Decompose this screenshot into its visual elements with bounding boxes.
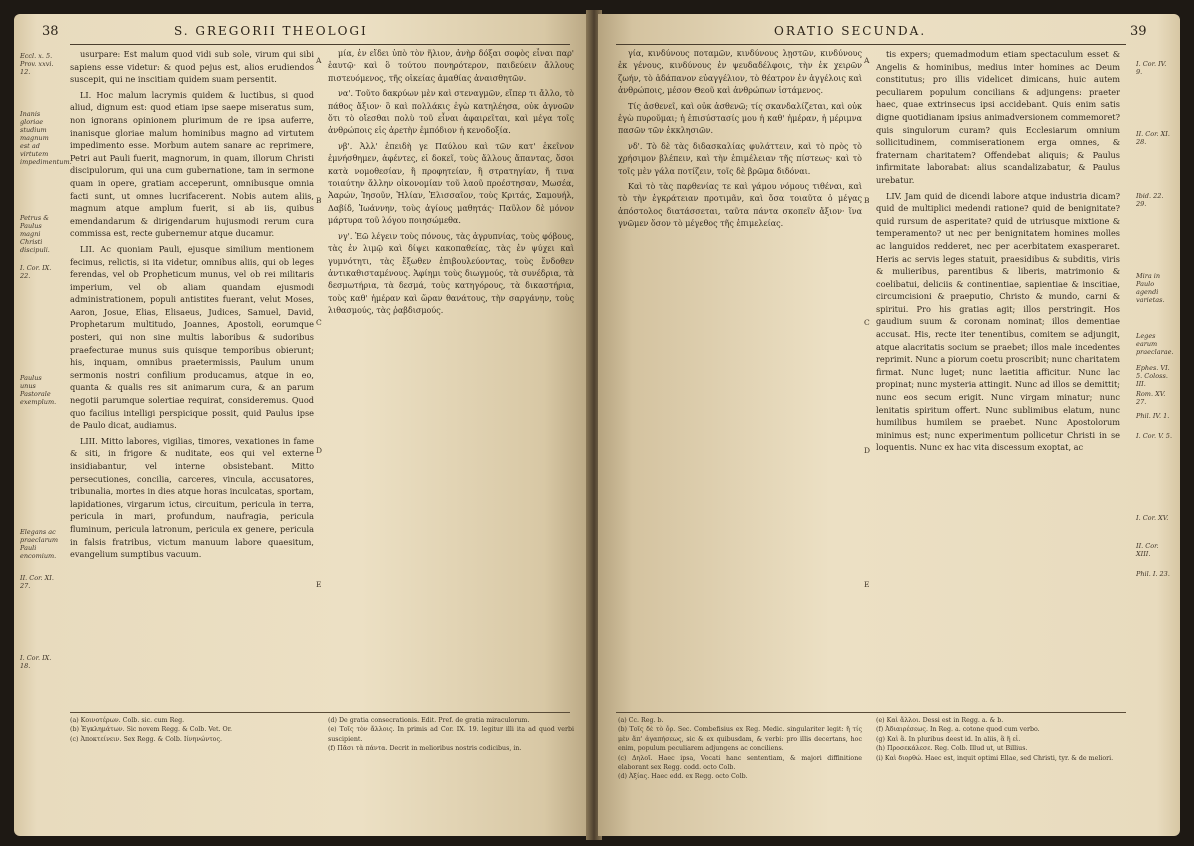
margin-note: Mira in Paulo agendi varietas. <box>1136 272 1165 304</box>
latin-paragraph: LI. Hoc malum lacrymis quidem & luctibus, si quod aliud, dignum est: quod etiam ipse saepe miseratus sum, non ignorans opinionem plurimum de re ipsa auferre, inanisque gloriae malum hominibus magno ad virtutem impedimento esse. Morbum autem sanare ac reprimere, Petri aut Pauli fuerit, magnorum, in quam, illorum Christi discipulorum, qui una cum gubernatione, tam in sermone quam in opere, gratiam acceperunt, omnibusque omnia facti sunt, ut omnes lucrifacerent. Nobis autem aliis, magnum atque amplum fuerit, si ab iis, quibus emendandarum & dirigendarum hujusmodi rerum cura commissa est, recte gubernemur atque ducamur. <box>70 89 314 239</box>
footnote: (a) Cc. Reg. b. <box>618 717 664 724</box>
greek-paragraph: Τίς ἀσθενεῖ, καὶ οὐκ ἀσθενῶ; τίς σκανδαλίζεται, καὶ οὐκ ἐγὼ πυροῦμαι; ἡ ἐπισύστασίς μου ἡ καθ' ἡμέραν, ἡ μέριμνα πασῶν τῶν ἐκκλησιῶν. <box>618 101 862 136</box>
footnote: (c) Ἀποκτείνειν. Sex Regg. & Colb. Ιίνηνώντος. <box>70 735 222 743</box>
margin-note: II. Cor. XI. 27. <box>20 574 54 590</box>
right-page: ORATIO SECUNDA. 39 γία, κινδύνους ποταμῶν, κινδύνους λῃστῶν, κινδύνους ἐκ γένους, κινδύνους ἐν ψευδαδέλφοις, τὴν ἐκ χειρῶν ζωήν, τὸ ἀδάπανον εὐαγγέλιον, τὸ θέατρον ἐν ἀγγέλοις καὶ ἀνθρώποις, μέσον Θεοῦ καὶ ἀνθρώπων ἱστάμενος. Τίς ἀσθενεῖ, καὶ οὐκ ἀσθενῶ; τίς σκανδαλίζεται, καὶ οὐκ ἐγὼ πυροῦμαι; ἡ ἐπισύστασίς μου ἡ καθ' ἡμέραν, ἡ μέριμνα πασῶν τῶν ἐκκλησιῶν. νδ'. Τὸ δὲ τὰς διδασκαλίας φυλάττειν, καὶ τὸ πρὸς τὸ χρήσιμον βλέπειν, καὶ τὴν ἐπιμέλειαν τῆς πίστεως· καὶ τὸ τοῖς μὲν γάλα ποτίζειν, τοῖς δὲ βρῶμα διδόναι. Καὶ τὸ τὰς παρθενίας τε καὶ γάμου νόμους τιθέναι, καὶ τὸ τὴν ἐγκράτειαν προτιμᾶν, καὶ ὅσα τοιαῦτα ὁ μέγας ἀπόστολος διατάσσεται, ταῦτα πάντα σκοπεῖν ἄξιον· ἵνα γνῶμεν ὅσον τὸ μέγεθος τῆς ἐπιμελείας. A B C D E tis expers; quemadmodum etiam spectaculum esset & Angelis & hominibus, medius inter homines ac Deum constitutus; pro illis videlicet dimicans, huic autem peculiarem populum concilians & adjungens: praeter haec, quae extrinsecus ipsi accidebant. Quis enim satis digne quotidianam ipsius animadversionem commemoret? quis singulorum curam? quis Ecclesiarum omnium sollicitudinem, commiserationem erga omnes, & fraternam charitatem? Offendebat aliquis; & Paulus infirmitate laborabat: alius scandalizabatur, & Paulus urebatur. LIV. Jam quid de dicendi labore atque industria dicam? quid de multiplici medendi ratione? quid de benignitate? quid rursum de asperitate? quid de utriusque mixtione & temperamento? ut nec per benignitatem homines molles ac languidos redderet, nec per acerbitatem exasperaret. Heris ac servis leges statuit, praesidibus & subditis, viris & mulieribus, parentibus & liberis, matrimonio & coelibatui, deliciis & continentiae, sapientiae & inscitiae, circumcisioni & praeputio, Christo & mundo, carni & spiritui. Pro his gratias agit; illos perstringit. Hos gaudium suum & coronam nominat; illos dementiae accusat. His, recte iter tenentibus, comitem se adjungit, atque alacritatis socium se praebet; illos male incedentes reprimit. Nunc a piorum coetu proscribit; nunc charitatem firmat. Nunc luget; nunc laetitia afficitur. Nunc lac propinat; nunc mysteria attingit. Nunc ad illos se demittit; nunc eos secum erigit. Nunc virgam minatur; nunc lenitatis spiritum offert. Nunc sublimibus elatum, nunc humilibus humilem se praebet. Nunc Apostolorum minimus est; nunc experimentum pollicetur Christi in se loquentis. Nunc ex hac vita discessum exoptat, ac I. Cor. IV. 9. II. Cor. XI. 28. Ibid. 22. 29. Mira in Paulo agendi varietas. Leges earum praeclarae. Ephes. VI. 5. Coloss. III. Rom. XV. 27. Phil. IV. 1. I. Cor. V. 5. I. Cor. XV. II. Cor. XIII. Phil. I. 23. (a) Cc. Reg. b. (b) Τοῖς δὲ τὸ ὄρ. Sec. Combefisius ex Reg. Medic. singulariter legit: ἢ τίς μὲν ἄπ' ἀγαπήσεως, sic & ex quibusdam, & verbi: pro illis decertans, hoc enim, populum peculiarem adjungens ac conciliens. (c) Δηλοῖ. Haec ipsa, Vocati hanc sententiam, & majori diffinitione elaborant sex Regg. codd. octo Colb. (d) Ἀξίας. Haec edd. ex Regg. octo Colb. (e) Καὶ ἄλλοι. Dessi est in Regg. a. & b. (f) Ἀδιαιρέσεως. In Reg. a. cotone quod cum verbo. (g) Καὶ ἃ. In pluribus deest id. In aliis, ἃ ἢ εἰ. (h) Προσεκάλεσε. Reg. Colb. Illud ut, ut Billius. (i) Καὶ διορθώ. Haec est, inquit optimi Ellae, sed Christi, tyr. & de meliori. <box>598 14 1180 836</box>
footnotes-left-b <box>328 716 574 832</box>
left-page: 38 S. GREGORII THEOLOGI Eccl. x. 5. Prov. xxvi. 12. Inanis gloriae studium magnum est ad virtutem impedimentum. Petrus & Paulus magni Christi discipuli. I. Cor. IX. 22. Paulus unus Pastorale exemplum. Elegans ac praeclarum Pauli encomium. II. Cor. XI. 27. I. Cor. IX. 18. usurpare: Est malum quod vidi sub sole, virum qui sibi sapiens esse videtur: & quod pejus est, alios erudiendos suscepit, qui ne inscitiam quidem suam persentit. LI. Hoc malum lacrymis quidem & luctibus, si quod aliud, dignum est: quod etiam ipse saepe miseratus sum, non ignorans opinionem plurimum de re ipsa auferre, inanisque gloriae malum hominibus magno ad virtutem impedimento esse. Morbum autem sanare ac reprimere, Petri aut Pauli fuerit, magnorum, in quam, illorum Christi discipulorum, qui una cum gubernatione, tam in sermone quam in opere, gratiam acceperunt, omnibusque omnia facti sunt, ut omnes lucrifacerent. Nobis autem aliis, magnum atque amplum fuerit, si ab iis, quibus emendandarum & dirigendarum hujusmodi rerum cura commissa est, recte gubernemur atque ducamur. LII. Ac quoniam Pauli, ejusque similium mentionem fecimus, relictis, si ita videtur, omnibus aliis, qui ob leges ferendas, vel ob Propheticum munus, vel ob rei militaris imperium, vel ob aliam quandam ejusmodi administrationem, populi antistites fuerant, velut Moses, Aaron, Josue, Elias, Elisaeus, Judices, Samuel, David, Prophetarum multitudo, Joannes, Apostoli, eorumque posteri, qui non sine multis laboribus & sudoribus praefecturae munus suis quisque temporibus obierunt; his, inquam, omnibus praetermissis, Paulum unum sermonis nostri confilium producamus, atque in eo, quanta & qualis res sit animarum cura, & an parum negotii parumque solertiae requirat, consideremus. Quod quo facilius intelligi perspicique possit, quid Paulus ipse de Paulo dicat, audiamus. LIII. Mitto labores, vigilias, timores, vexationes in fame & siti, in frigore & nuditate, eos qui vel externe insidiabantur, vel interne obsistebant. Mitto persecutiones, concilia, carceres, vincula, accusatores, tribunalia, mortes in dies atque horas inculcatas, sportam, lapidationes, virgarum ictus, circuitum, pericula in terra, pericula in mari, profundum, naufragia, pericula fluminum, pericula latronum, pericula ex genere, pericula in falsis fratribus, victum manuum labore quaesitum, evangelium sumptibus vacuum. A B C D E μία, ἐν εἴδει ὑπὸ τὸν ἥλιον, ἀνὴρ δόξαι σοφὸς εἶναι παρ' ἑαυτῷ· καὶ ὃ τούτου πονηρότερον, παιδεύειν ἄλλους πιστευόμενος, τῆς οἰκείας ἀμαθίας ἀναισθητῶν. να'. Τοῦτο δακρύων μὲν καὶ στεναγμῶν, εἴπερ τι ἄλλο, τὸ πάθος ἄξιον· ὃ καὶ πολλάκις ἐγὼ κατηλέησα, οὐκ ἀγνοῶν ὅτι τὸ οἴεσθαι πολὺ τοῦ εἶναι ἀφαιρεῖται, καὶ μέγα τοῖς ἀνθρώποις εἰς ἀρετὴν ἐμπόδιον ἡ κενοδοξία. νβ'. Ἀλλ' ἐπειδὴ γε Παύλου καὶ τῶν κατ' ἐκεῖνον ἐμνήσθημεν, ἀφέντες, εἰ δοκεῖ, τοὺς ἄλλους ἅπαντας, ὅσοι κατὰ νομοθεσίαν, ἢ προφητείαν, ἢ στρατηγίαν, ἤ τινα τοιαύτην ἄλλην οἰκονομίαν τοῦ λαοῦ προέστησαν, Μωσέα, Ἀαρών, Ἰησοῦν, Ἠλίαν, Ἐλισσαῖον, τοὺς Κριτάς, Σαμουήλ, Δαβίδ, Ἰωάννην, τοὺς ἁγίους μαθητάς· Παῦλον δὲ μόνον μάρτυρα τοῦ λόγου ποιησώμεθα. νγ'. Ἐῶ λέγειν τοὺς πόνους, τὰς ἀγρυπνίας, τοὺς φόβους, τὰς ἐν λιμῷ καὶ δίψει κακοπαθείας, τὰς ἐν ψύχει καὶ γυμνότητι, τὰς ἔξωθεν ἐπιβουλεύοντας, τοὺς ἔνδοθεν ἀντικαθισταμένους. Ἀφίημι τοὺς διωγμούς, τὰ συνέδρια, τὰ δεσμωτήρια, τὰ δεσμά, τοὺς κατηγόρους, τὰ δικαστήρια, τοὺς καθ' ἡμέραν καὶ ὥραν θανάτους, τὴν σαργάνην, τοὺς λιθασμούς, τὰς ῥαβδισμούς. (a) Κοινοτέρων. Colb. sic. cum Reg. (b) Ἐγκλημάτων. Sic novem Regg. & Colb. Vet. Or. (c) Ἀποκτείνειν. Sex Regg. & Colb. Ιίνηνώντος. (d) De gratia consecrationis. Edit. Pref. de gratia miraculorum. (e) Τοῖς τὸν ἄλλοις. In primis ad Cor. IX. 19. legitur illi ita ad quod verbi suscipient. (f) Πᾶσι τὰ πάντα. Decrit in melioribus nostris codicibus, in. <box>14 14 590 836</box>
footnote-rule <box>70 712 570 713</box>
footnote: (b) Ἐγκλημάτων. Sic novem Regg. & Colb. Vet. Or. <box>70 726 233 734</box>
margin-note: Phil. IV. 1. <box>1136 412 1170 420</box>
margin-note: II. Cor. XIII. <box>1136 542 1159 558</box>
margin-note: Elegans ac praeclarum Pauli encomium. <box>20 528 59 560</box>
footnote: (d) Ἀξίας. Haec edd. ex Regg. octo Colb. <box>618 773 748 781</box>
margin-note: I. Cor. V. 5. <box>1136 432 1173 440</box>
greek-paragraph: νγ'. Ἐῶ λέγειν τοὺς πόνους, τὰς ἀγρυπνίας, τοὺς φόβους, τὰς ἐν λιμῷ καὶ δίψει κακοπαθείας, τὰς ἐν ψύχει καὶ γυμνότητι, τὰς ἔξωθεν ἐπιβουλεύοντας, τοὺς ἔνδοθεν ἀντικαθισταμένους. Ἀφίημι τοὺς διωγμούς, τὰ συνέδρια, τὰ δεσμωτήρια, τὰ δεσμά, τοὺς κατηγόρους, τὰ δικαστήρια, τοὺς καθ' ἡμέραν καὶ ὥραν θανάτους, τὴν σαργάνην, τοὺς λιθασμούς, τὰς ῥαβδισμούς. <box>328 231 574 316</box>
margin-note: Leges earum praeclarae. <box>1136 332 1174 356</box>
footnote: (e) Καὶ ἄλλοι. Dessi est in Regg. a. & b. <box>876 717 1004 724</box>
margin-note: I. Cor. IX. 18. <box>20 654 52 670</box>
margin-note: Ephes. VI. 5. Coloss. III. <box>1136 364 1170 388</box>
page-number-right: 39 <box>1130 24 1147 39</box>
greek-paragraph: γία, κινδύνους ποταμῶν, κινδύνους λῃστῶν, κινδύνους ἐκ γένους, κινδύνους ἐν ψευδαδέλφοις, τὴν ἐκ χειρῶν ζωήν, τὸ ἀδάπανον εὐαγγέλιον, τὸ θέατρον ἐν ἀγγέλοις καὶ ἀνθρώποις, μέσον Θεοῦ καὶ ἀνθρώπων ἱστάμενος. <box>618 49 862 96</box>
footnote: (e) Τοῖς τὸν ἄλλοις. In primis ad Cor. IX. 19. legitur illi ita ad quod verbi suscipient. <box>328 726 574 743</box>
margin-note: Inanis gloriae studium magnum est ad virtutem impedimentum. <box>20 110 72 166</box>
greek-paragraph: νβ'. Ἀλλ' ἐπειδὴ γε Παύλου καὶ τῶν κατ' ἐκεῖνον ἐμνήσθημεν, ἀφέντες, εἰ δοκεῖ, τοὺς ἄλλους ἅπαντας, ὅσοι κατὰ νομοθεσίαν, ἢ προφητείαν, ἢ στρατηγίαν, ἤ τινα τοιαύτην ἄλλην οἰκονομίαν τοῦ λαοῦ προέστησαν, Μωσέα, Ἀαρών, Ἰησοῦν, Ἠλίαν, Ἐλισσαῖον, τοὺς Κριτάς, Σαμουήλ, Δαβίδ, Ἰωάννην, τοὺς ἁγίους μαθητάς· Παῦλον δὲ μόνον μάρτυρα τοῦ λόγου ποιησώμεθα. <box>328 141 574 226</box>
running-head-right: ORATIO SECUNDA. <box>774 24 927 38</box>
footnote: (d) De gratia consecrationis. Edit. Pref. de gratia miraculorum. <box>328 717 530 724</box>
header-rule <box>616 44 1126 45</box>
margin-note: I. Cor. IX. 22. <box>20 264 52 280</box>
header-rule <box>70 44 570 45</box>
latin-column-right <box>876 48 1120 704</box>
latin-paragraph: usurpare: Est malum quod vidi sub sole, virum qui sibi sapiens esse videtur: & quod pejus est, alios erudiendos suscepit, qui ne inscitiam quidem suam persentit. <box>70 49 314 85</box>
footnote: (h) Προσεκάλεσε. Reg. Colb. Illud ut, ut Billius. <box>876 745 1028 753</box>
margin-note: II. Cor. XI. 28. <box>1136 130 1170 146</box>
margin-note: Paulus unus Pastorale exemplum. <box>20 374 57 406</box>
footnotes-right-b <box>876 716 1120 832</box>
margin-note: Ibid. 22. 29. <box>1136 192 1164 208</box>
running-head-left: S. GREGORII THEOLOGI <box>174 24 368 38</box>
greek-paragraph: μία, ἐν εἴδει ὑπὸ τὸν ἥλιον, ἀνὴρ δόξαι σοφὸς εἶναι παρ' ἑαυτῷ· καὶ ὃ τούτου πονηρότερον, παιδεύειν ἄλλους πιστευόμενος, τῆς οἰκείας ἀμαθίας ἀναισθητῶν. <box>328 49 574 83</box>
footnote: (a) Κοινοτέρων. Colb. sic. cum Reg. <box>70 717 185 724</box>
greek-column-left <box>328 48 574 704</box>
latin-paragraph: tis expers; quemadmodum etiam spectaculum esset & Angelis & hominibus, medius inter homines ac Deum constitutus; pro illis videlicet dimicans, huic autem peculiarem populum concilians & adjungens: praeter haec, quae extrinsecus ipsi accidebant. Quis enim satis digne quotidianam ipsius animadversionem commemoret? quis singulorum curam? quis Ecclesiarum omnium sollicitudinem, commiserationem erga omnes, & fraternam charitatem? Offendebat aliquis; & Paulus infirmitate laborabat: alius scandalizabatur, & Paulus urebatur. <box>876 49 1120 185</box>
footnote: (f) Ἀδιαιρέσεως. In Reg. a. cotone quod cum verbo. <box>876 726 1040 734</box>
latin-column-left <box>70 48 314 704</box>
footnote: (b) Τοῖς δὲ τὸ ὄρ. Sec. Combefisius ex Reg. Medic. singulariter legit: ἢ τίς μὲν ἄπ' ἀγαπήσεως, sic & ex quibusdam, & verbi: pro illis decertans, hoc enim, populum peculiarem adjungens ac conciliens. <box>618 726 862 753</box>
latin-paragraph: LIV. Jam quid de dicendi labore atque industria dicam? quid de multiplici medendi ratione? quid de benignitate? quid rursum de asperitate? quid de utriusque mixtione & temperamento? ut nec per benignitatem homines molles ac languidos redderet, nec per acerbitatem exasperaret. Heris ac servis leges statuit, praesidibus & subditis, viris & mulieribus, parentibus & liberis, matrimonio & coelibatui, deliciis & continentiae, sapientiae & inscitiae, circumcisioni & praeputio, Christo & mundo, carni & spiritui. Pro his gratias agit; illos perstringit. Hos gaudium suum & coronam nominat; illos dementiae accusat. His, recte iter tenentibus, comitem se adjungit, atque alacritatis socium se praebet; illos male incedentes reprimit. Nunc a piorum coetu proscribit; nunc charitatem firmat. Nunc luget; nunc laetitia afficitur. Nunc lac propinat; nunc mysteria attingit. Nunc ad illos se demittit; nunc eos secum erigit. Nunc virgam minatur; nunc lenitatis spiritum offert. Nunc sublimibus elatum, nunc humilibus humilem se praebet. Nunc Apostolorum minimus est; nunc experimentum pollicetur Christi in se loquentis. Nunc ex hac vita discessum exoptat, ac <box>876 190 1120 453</box>
footnote: (f) Πᾶσι τὰ πάντα. Decrit in melioribus nostris codicibus, in. <box>328 745 522 753</box>
margin-note: Petrus & Paulus magni Christi discipuli. <box>20 214 50 254</box>
greek-paragraph: να'. Τοῦτο δακρύων μὲν καὶ στεναγμῶν, εἴπερ τι ἄλλο, τὸ πάθος ἄξιον· ὃ καὶ πολλάκις ἐγὼ κατηλέησα, οὐκ ἀγνοῶν ὅτι τὸ οἴεσθαι πολὺ τοῦ εἶναι ἀφαιρεῖται, καὶ μέγα τοῖς ἀνθρώποις εἰς ἀρετὴν ἐμπόδιον ἡ κενοδοξία. <box>328 89 574 136</box>
footnotes-right-a <box>618 716 862 832</box>
footnote-rule <box>616 712 1126 713</box>
latin-paragraph: LII. Ac quoniam Pauli, ejusque similium mentionem fecimus, relictis, si ita videtur, omnibus aliis, qui ob leges ferendas, vel ob Propheticum munus, vel ob rei militaris imperium, vel ob aliam quandam ejusmodi administrationem, populi antistites fuerant, velut Moses, Aaron, Josue, Elias, Elisaeus, Judices, Samuel, David, Prophetarum multitudo, Joannes, Apostoli, eorumque posteri, qui non sine multis laboribus & sudoribus praefecturae munus suis quisque temporibus obierunt; his, inquam, omnibus praetermissis, Paulum unum sermonis nostri confilium producamus, atque in eo, quanta & qualis res sit animarum cura, & an parum negotii parumque solertiae requirat, consideremus. Quod quo facilius intelligi perspicique possit, quid Paulus ipse de Paulo dicat, audiamus. <box>70 243 314 431</box>
latin-paragraph: LIII. Mitto labores, vigilias, timores, vexationes in fame & siti, in frigore & nuditate, eos qui vel externe insidiabantur, vel interne obsistebant. Mitto persecutiones, concilia, carceres, vincula, accusatores, tribunalia, mortes in dies atque horas inculcatas, sportam, lapidationes, virgarum ictus, circuitum, pericula in terra, pericula in mari, profundum, naufragia, pericula fluminum, pericula latronum, pericula ex genere, pericula in falsis fratribus, victum manuum labore quaesitum, evangelium sumptibus vacuum. <box>70 435 314 560</box>
margin-note: Eccl. x. 5. Prov. xxvi. 12. <box>20 52 54 76</box>
margin-note: I. Cor. IV. 9. <box>1136 60 1167 76</box>
greek-column-right <box>618 48 862 704</box>
margin-note: Phil. I. 23. <box>1136 570 1170 578</box>
page-number-left: 38 <box>42 24 59 39</box>
greek-paragraph: Καὶ τὸ τὰς παρθενίας τε καὶ γάμου νόμους τιθέναι, καὶ τὸ τὴν ἐγκράτειαν προτιμᾶν, καὶ ὅσα τοιαῦτα ὁ μέγας ἀπόστολος διατάσσεται, ταῦτα πάντα σκοπεῖν ἄξιον· ἵνα γνῶμεν ὅσον τὸ μέγεθος τῆς ἐπιμελείας. <box>618 182 862 229</box>
margin-note: I. Cor. XV. <box>1136 514 1169 522</box>
footnote: (c) Δηλοῖ. Haec ipsa, Vocati hanc sententiam, & majori diffinitione elaborant sex Regg. codd. octo Colb. <box>618 754 862 772</box>
footnotes-left-a <box>70 716 314 832</box>
footnote: (i) Καὶ διορθώ. Haec est, inquit optimi Ellae, sed Christi, tyr. & de meliori. <box>876 754 1114 762</box>
margin-note: Rom. XV. 27. <box>1136 390 1166 406</box>
greek-paragraph: νδ'. Τὸ δὲ τὰς διδασκαλίας φυλάττειν, καὶ τὸ πρὸς τὸ χρήσιμον βλέπειν, καὶ τὴν ἐπιμέλειαν τῆς πίστεως· καὶ τὸ τοῖς μὲν γάλα ποτίζειν, τοῖς δὲ βρῶμα διδόναι. <box>618 141 862 176</box>
footnote: (g) Καὶ ἃ. In pluribus deest id. In aliis, ἃ ἢ εἰ. <box>876 735 1021 743</box>
